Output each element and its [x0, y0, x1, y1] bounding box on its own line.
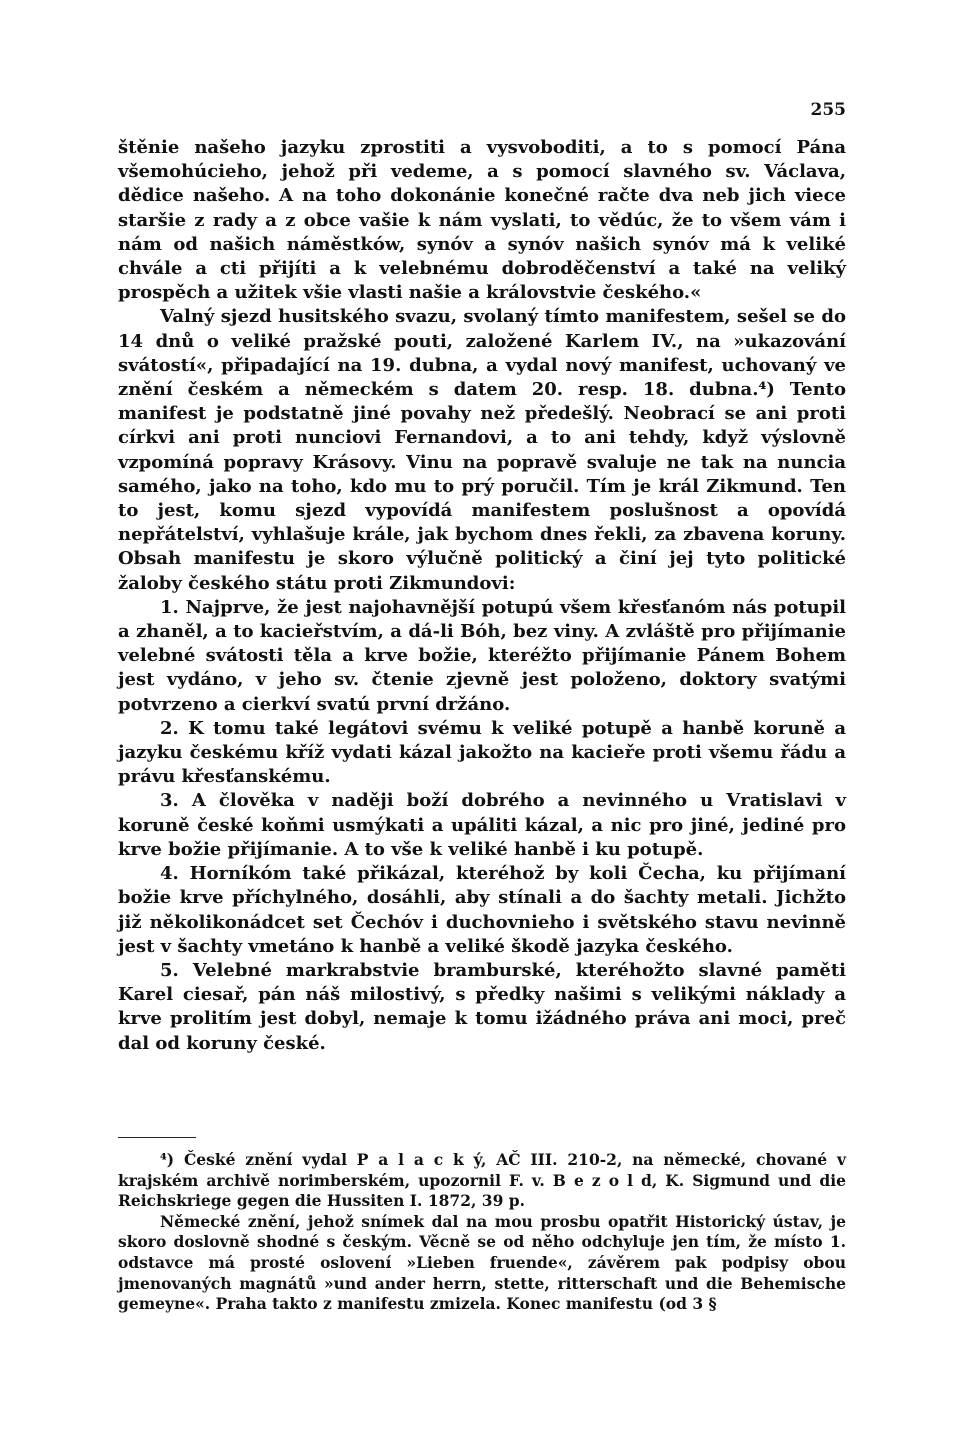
main-text	[118, 136, 846, 1056]
paragraph-point-1: 1. Najprve, že jest najohavnější potupú všem křesťanóm nás potupil a zhaněl, a to kacieřstvím, a dá-li Bóh, bez viny. A zvláště pro přijímanie velebné svátosti těla a krve božie, kteréžto přijímanie Pánem Bohem jest vydáno, v jeho sv. čtenie zjevně jest položeno, doktory svatými potvrzeno a cierkví svatú první držáno.	[118, 596, 846, 715]
page-number: 255	[810, 100, 846, 120]
footnote-divider	[118, 1137, 196, 1138]
paragraph-continuation: štěnie našeho jazyku zprostiti a vysvoboditi, a to s pomocí Pána všemohúcieho, jehož při vedeme, a s pomocí slavného sv. Václava, dědice našeho. A na toho dokonánie konečné račte dva neb jich viece staršie z rady a z obce vašie k nám vyslati, to vědúc, že to všem vám i nám od našich náměstków, synóv a synóv našich synóv má k veliké chvále a cti přijíti a k velebnému dobroděčenství a také na veliký prospěch a užitek všie vlasti našie a královstvie českého.«	[118, 137, 846, 304]
paragraph-point-2: 2. K tomu také legátovi svému k veliké potupě a hanbě koruně a jazyku českému kříž vydati kázal jakožto na kacieře proti všemu řádu a právu křesťanskému.	[118, 717, 846, 788]
footnote-continuation: Německé znění, jehož snímek dal na mou prosbu opatřit Historický ústav, je skoro doslovně shodné s českým. Věcně se od něho odchyluje jen tím, že místo 1. odstavce má prosté oslovení »Lieben fruende«, závěrem pak podpisy obou jmenovaných magnátů »und ander herrn, stette, ritterschaft und die Behemische gemeyne«. Praha takto z manifestu zmizela. Konec manifestu (od 3 §	[118, 1211, 846, 1314]
paragraph-point-5: 5. Velebné markrabstvie bramburské, kteréhožto slavné paměti Karel ciesař, pán náš milostivý, s předky našimi s velikými náklady a krve prolitím jest dobyl, nemaje k tomu ižádného práva ani moci, preč dal od koruny české.	[118, 959, 846, 1054]
paragraph-point-4: 4. Horníkóm také přikázal, kteréhož by koli Čecha, ku přijímaní božie krve příchylného, dosáhli, aby stínali a do šachty metali. Jichžto již několikonádcet set Čechóv i duchovnieho i světského stavu nevinně jest v šachty vmetáno k hanbě a veliké škodě jazyka českého.	[118, 863, 846, 957]
footnote-4: ⁴) České znění vydal P a l a c k ý, AČ III. 210-2, na německé, chované v krajském archivě norimberském, upozornil F. v. B e z o l d, K. Sigmund und die Reichskriege gegen die Hussiten I. 1872, 39 p.	[118, 1150, 846, 1211]
paragraph-sjezd: Valný sjezd husitského svazu, svolaný tímto manifestem, sešel se do 14 dnů o veliké pražské pouti, založené Karlem IV., na »ukazování svátostí«, připadající na 19. dubna, a vydal nový manifest, uchovaný ve znění českém a německém s datem 20. resp. 18. dubna.⁴) Tento manifest je podstatně jiné povahy než předešlý. Neobrací se ani proti církvi ani proti nunciovi Fernandovi, a to ani tehdy, když výslovně vzpomíná popravy Krásovy. Vinu na popravě svaluje ne tak na nuncia samého, jako na toho, kdo mu to prý poručil. Tím je král Zikmund. Ten to jest, komu sjezd vypovídá manifestem poslušnost a opovídá nepřátelství, vyhlašuje krále, jak bychom dnes řekli, za zbavena koruny. Obsah manifestu je skoro výlučně politický a činí jej tyto politické žaloby českého státu proti Zikmundovi:	[118, 306, 846, 594]
paragraph-point-3: 3. A člověka v naději boží dobrého a nevinného u Vratislavi v koruně české koňmi usmýkati a upáliti kázal, a nic pro jiné, jediné pro krve božie přijímanie. A to vše k veliké hanbě i ku potupě.	[118, 790, 846, 860]
footnotes	[118, 1150, 846, 1315]
